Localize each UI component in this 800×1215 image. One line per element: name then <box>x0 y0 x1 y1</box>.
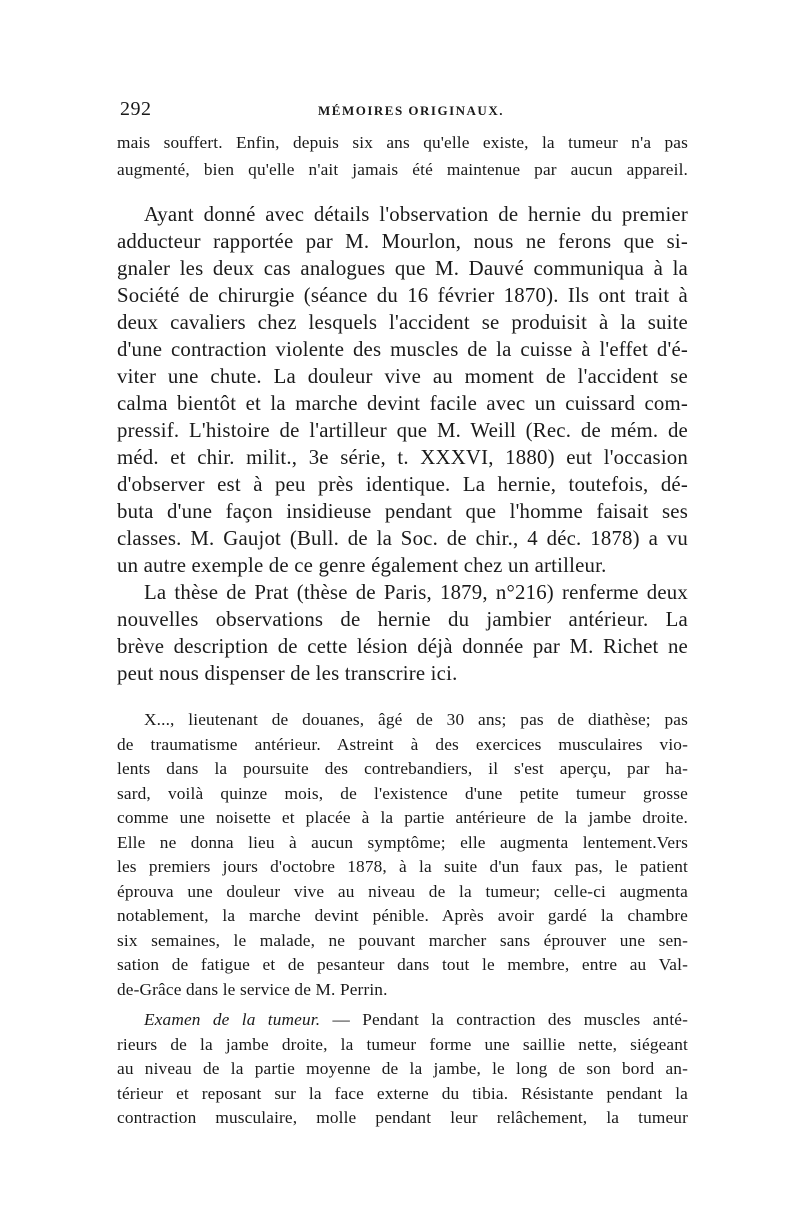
text-line: de-Grâce dans le service de M. Perrin. <box>117 979 388 999</box>
text-line: viter une chute. La douleur vive au moment de l'accident se <box>117 365 688 388</box>
text-line: peut nous dispenser de les transcrire ici. <box>117 662 458 685</box>
text-line: gnaler les deux cas analogues que M. Dauvé communiqua à la <box>117 257 688 280</box>
text-line: X..., lieutenant de douanes, âgé de 30 ans; pas de diathèse; pas <box>144 710 688 729</box>
text-line: La thèse de Prat (thèse de Paris, 1879, n°216) renferme deux <box>144 581 688 604</box>
text-line: les premiers jours d'octobre 1878, à la suite d'un faux pas, le patient <box>117 857 688 876</box>
text-line: d'une contraction violente des muscles de la cuisse à l'effet d'é- <box>117 338 688 361</box>
text-line: rieurs de la jambe droite, la tumeur forme une saillie nette, siégeant <box>117 1034 688 1054</box>
text-line: au niveau de la partie moyenne de la jambe, le long de son bord an- <box>117 1059 688 1078</box>
text-line: calma bientôt et la marche devint facile avec un cuissard com- <box>117 392 688 415</box>
text-line: brève description de cette lésion déjà donnée par M. Richet ne <box>117 635 688 658</box>
text-line: un autre exemple de ce genre également chez un artilleur. <box>117 554 607 577</box>
page-number: 292 <box>120 98 152 120</box>
text-line: Ayant donné avec détails l'observation de hernie du premier <box>144 203 688 226</box>
text-line <box>144 1010 688 1030</box>
text-line: deux cavaliers chez lesquels l'accident se produisit à la suite <box>117 311 688 334</box>
text-line: sation de fatigue et de pesanteur dans tout le membre, entre au Val- <box>117 955 688 974</box>
text-line: mais souffert. Enfin, depuis six ans qu'elle existe, la tumeur n'a pas <box>117 133 688 152</box>
text-line: contraction musculaire, molle pendant leur relâchement, la tumeur <box>117 1108 688 1127</box>
text-line: méd. et chir. milit., 3e série, t. XXXVI, 1880) eut l'occasion <box>117 446 688 469</box>
text-line: térieur et reposant sur la face externe du tibia. Résistante pendant la <box>117 1083 688 1103</box>
text-line: Elle ne donna lieu à aucun symptôme; elle augmenta lentement.Vers <box>117 832 688 852</box>
text-line: d'observer est à peu près identique. La hernie, toutefois, dé- <box>117 473 688 496</box>
text-line: sard, voilà quinze mois, de l'existence d'une petite tumeur grosse <box>117 783 688 803</box>
text-line: augmenté, bien qu'elle n'ait jamais été maintenue par aucun appareil. <box>117 160 688 179</box>
text-line: classes. M. Gaujot (Bull. de la Soc. de chir., 4 déc. 1878) a vu <box>117 527 688 550</box>
text-line: de traumatisme antérieur. Astreint à des exercices musculaires vio- <box>117 734 688 754</box>
text-line: éprouva une douleur vive au niveau de la tumeur; celle-ci augmenta <box>117 881 688 901</box>
text-line: pressif. L'histoire de l'artilleur que M. Weill (Rec. de mém. de <box>117 419 688 442</box>
examination-heading: Examen de la tumeur. <box>144 1010 321 1029</box>
examination-text: — Pendant la contraction des muscles anté- <box>320 1010 688 1029</box>
text-line: adducteur rapportée par M. Mourlon, nous ne ferons que si- <box>117 230 688 253</box>
text-line: six semaines, le malade, ne pouvant marcher sans éprouver une sen- <box>117 930 688 950</box>
running-title: MÉMOIRES ORIGINAUX. <box>318 103 504 118</box>
text-line: Société de chirurgie (séance du 16 février 1870). Ils ont trait à <box>117 284 688 307</box>
text-line: comme une noisette et placée à la partie antérieure de la jambe droite. <box>117 808 688 827</box>
text-line: notablement, la marche devint pénible. Après avoir gardé la chambre <box>117 906 688 925</box>
text-line: buta d'une façon insidieuse pendant que l'homme faisait ses <box>117 500 688 523</box>
text-line: lents dans la poursuite des contrebandiers, il s'est aperçu, par ha- <box>117 759 688 778</box>
text-line: nouvelles observations de hernie du jambier antérieur. La <box>117 608 688 631</box>
running-head <box>120 98 690 124</box>
